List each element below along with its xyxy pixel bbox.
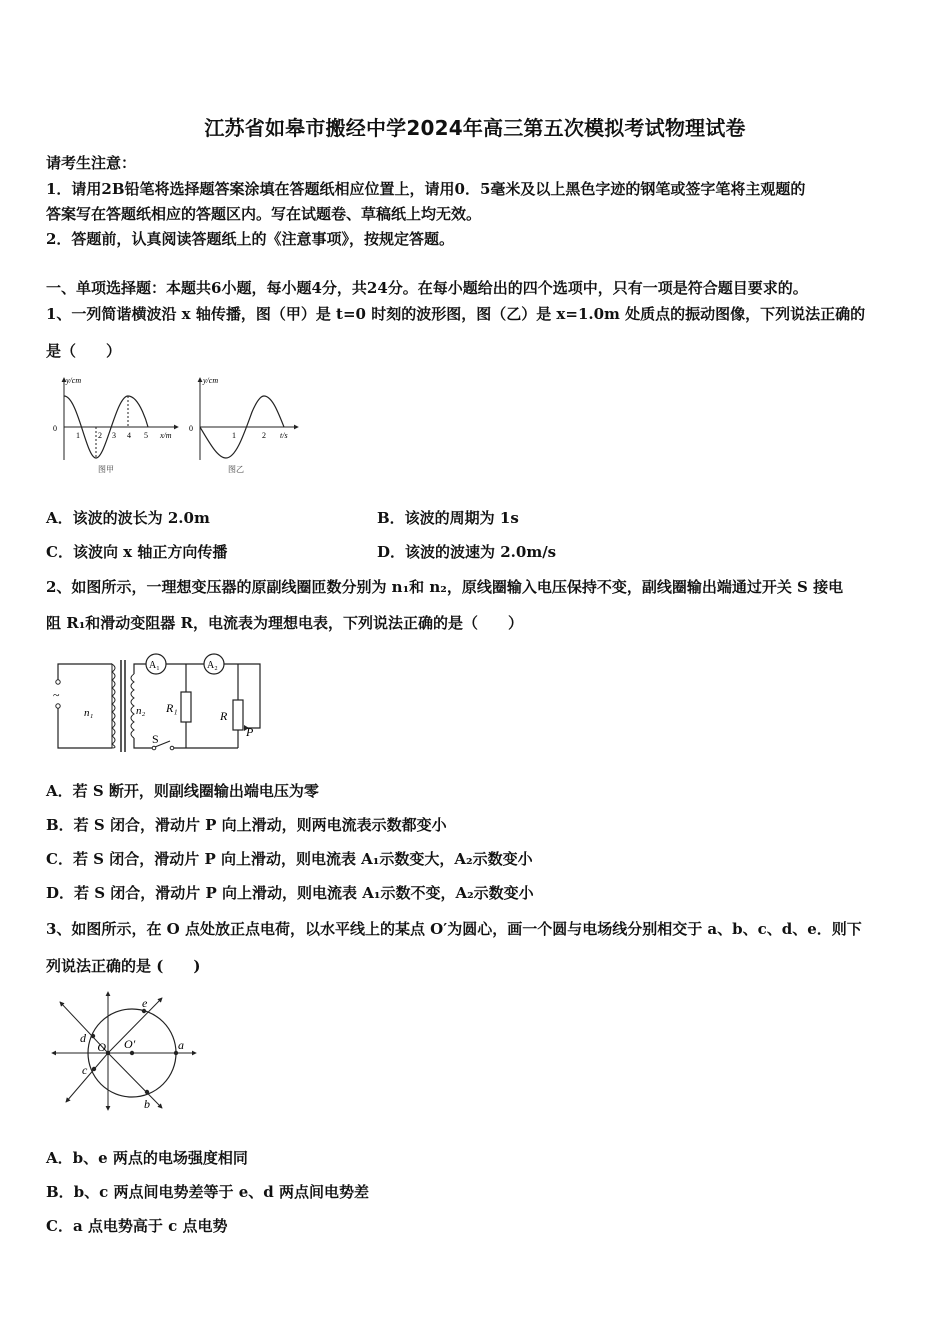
question-2-stem: 2、如图所示，一理想变压器的原副线圈匝数分别为 n₁和 n₂，原线圈输入电压保持不变，副线圈输出端通过开关 S 接电 (46, 578, 844, 596)
resistor-r1-label: R₁ (166, 701, 178, 715)
slider-p-label: P (246, 725, 254, 739)
q1-option-a: A．该波的波长为 2.0m (46, 509, 210, 527)
question-3-stem-cont: 列说法正确的是 ( ) (46, 957, 201, 975)
fig-a-xlabel: x/m (160, 431, 172, 440)
fig-a-tick-1: 1 (76, 431, 80, 440)
label-o: O (97, 1040, 106, 1054)
question-2-stem-cont: 阻 R₁和滑动变阻器 R，电流表为理想电表，下列说法正确的是（ ） (46, 614, 523, 632)
notice-item-2: 2．答题前，认真阅读答题纸上的《注意事项》，按规定答题。 (46, 230, 454, 248)
label-n2: n₂ (136, 705, 146, 717)
question-1-stem: 1、一列简谐横波沿 x 轴传播，图（甲）是 t=0 时刻的波形图，图（乙）是 x=1.0m 处质点的振动图像，下列说法正确的 (46, 305, 866, 323)
notice-heading: 请考生注意： (46, 154, 137, 172)
label-a: a (178, 1038, 184, 1052)
q2-option-d: D．若 S 闭合，滑动片 P 向上滑动，则电流表 A₁示数不变，A₂示数变小 (46, 884, 534, 902)
ammeter-a2-label: A₂ (207, 660, 218, 671)
label-c: c (82, 1063, 88, 1077)
wave-figures (50, 372, 310, 480)
section-heading: 一、单项选择题：本题共6小题，每小题4分，共24分。在每小题给出的四个选项中，只有一项是符合题目要求的。 (46, 279, 808, 297)
q1-option-c: C．该波向 x 轴正方向传播 (46, 543, 228, 561)
label-o-prime: O′ (124, 1037, 136, 1051)
ac-source-symbol: ~ (53, 688, 60, 702)
wave-graph-b (189, 376, 298, 474)
q3-option-a: A．b、e 两点的电场强度相同 (46, 1149, 248, 1167)
wave-graph-a (53, 376, 178, 474)
fig-a-tick-2: 2 (98, 431, 102, 440)
fig-b-tick-2: 2 (262, 431, 266, 440)
question-3-stem: 3、如图所示，在 O 点处放正点电荷，以水平线上的某点 O′为圆心，画一个圆与电场线分别相交于 a、b、c、d、e．则下 (46, 920, 862, 938)
label-b: b (144, 1097, 150, 1111)
electric-field-figure (50, 988, 200, 1114)
q1-option-b: B．该波的周期为 1s (377, 509, 519, 527)
q2-option-a: A．若 S 断开，则副线圈输出端电压为零 (46, 782, 319, 800)
switch-s-label: S (152, 732, 159, 746)
question-1-stem-cont: 是（ ） (46, 342, 122, 360)
q2-option-b: B．若 S 闭合，滑动片 P 向上滑动，则两电流表示数都变小 (46, 816, 447, 834)
fig-b-tick-1: 1 (232, 431, 236, 440)
fig-b-origin: 0 (189, 424, 193, 433)
label-d: d (80, 1031, 86, 1045)
ammeter-a1-label: A₁ (149, 660, 160, 671)
fig-b-ylabel: y/cm (203, 376, 219, 385)
q3-option-c: C．a 点电势高于 c 点电势 (46, 1217, 228, 1235)
q3-option-b: B．b、c 两点间电势差等于 e、d 两点间电势差 (46, 1183, 369, 1201)
fig-a-ylabel: y/cm (66, 376, 82, 385)
notice-item-1b: 答案写在答题纸相应的答题区内。写在试题卷、草稿纸上均无效。 (46, 205, 482, 223)
label-e: e (142, 996, 148, 1010)
q1-option-d: D．该波的波速为 2.0m/s (377, 543, 557, 561)
fig-a-caption: 图甲 (98, 465, 114, 474)
fig-a-tick-5: 5 (144, 431, 148, 440)
label-n1: n₁ (84, 707, 94, 719)
page-title: 江苏省如皋市搬经中学2024年高三第五次模拟考试物理试卷 (204, 116, 746, 140)
notice-item-1a: 1．请用2B铅笔将选择题答案涂填在答题纸相应位置上，请用0．5毫米及以上黑色字迹的钢笔或签字笔将主观题的 (46, 180, 806, 198)
fig-b-xlabel: t/s (280, 431, 288, 440)
rheostat-r-label: R (220, 709, 228, 723)
fig-a-tick-3: 3 (112, 431, 116, 440)
transformer-circuit (50, 648, 272, 758)
q2-option-c: C．若 S 闭合，滑动片 P 向上滑动，则电流表 A₁示数变大，A₂示数变小 (46, 850, 533, 868)
fig-b-caption: 图乙 (228, 465, 244, 474)
fig-a-origin: 0 (53, 424, 57, 433)
fig-a-tick-4: 4 (127, 431, 131, 440)
